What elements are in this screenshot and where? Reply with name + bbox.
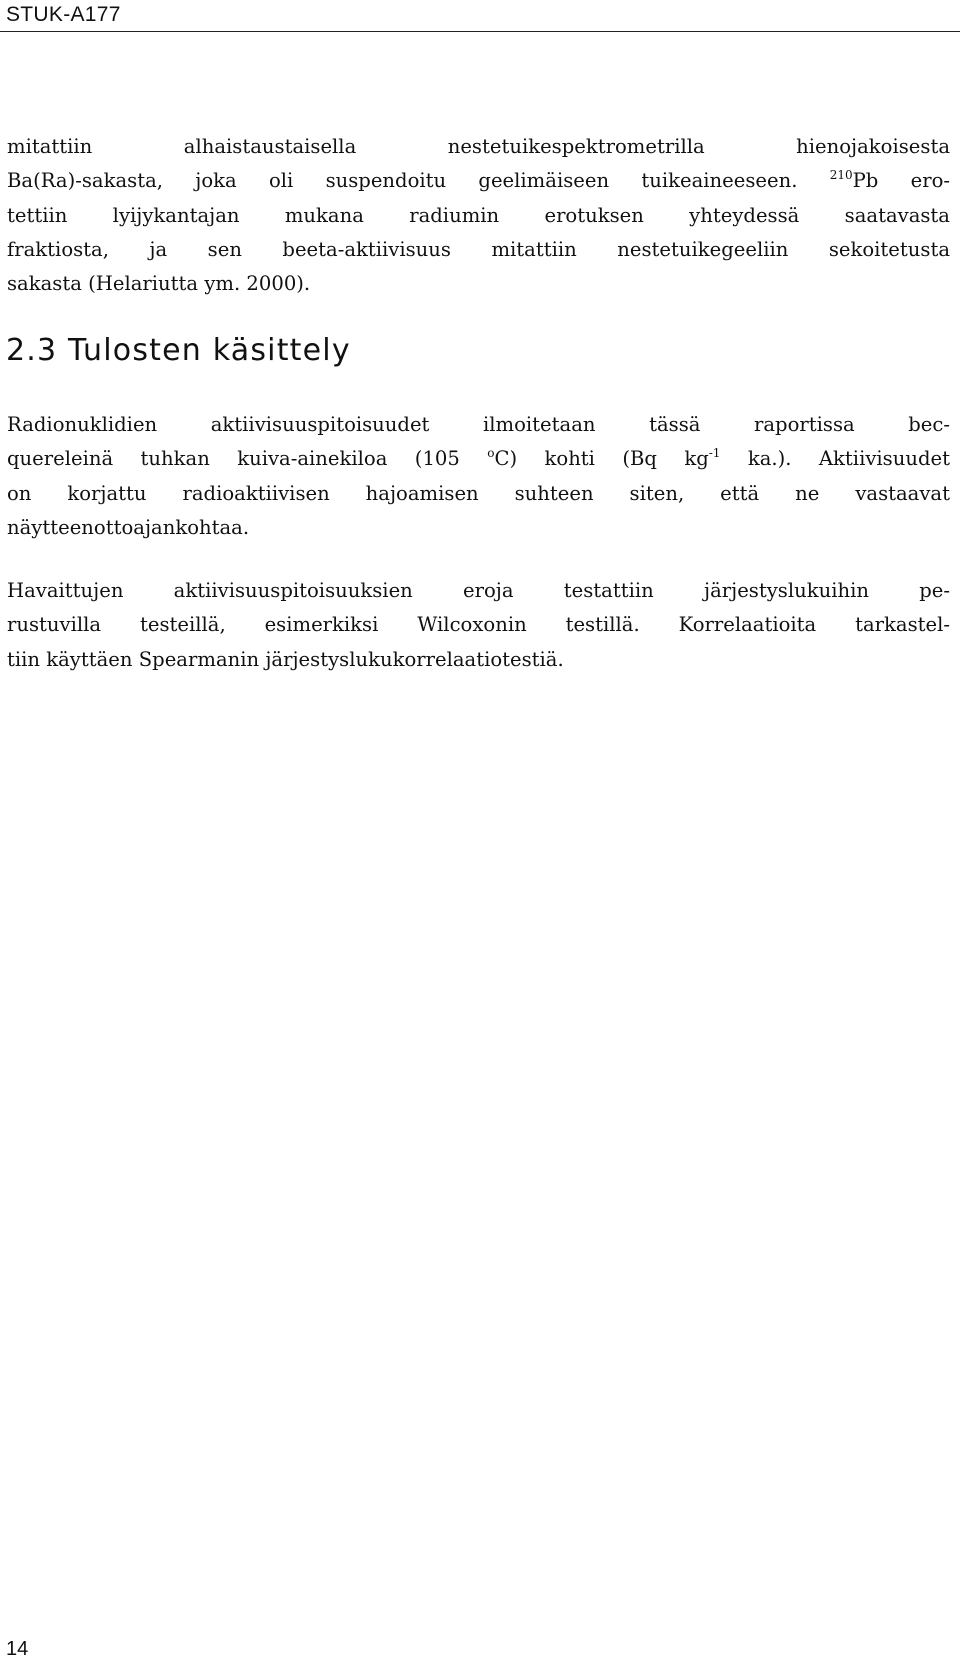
paragraph-line: tiin käyttäen Spearmanin järjestyslukukorrelaatiotestiä. <box>7 647 564 671</box>
text-run: quereleinä tuhkan kuiva-ainekiloa (105 <box>7 447 488 471</box>
document-id: STUK-A177 <box>6 3 121 26</box>
degree-superscript: o <box>487 446 495 461</box>
paragraph-line: rustuvilla testeillä, esimerkiksi Wilcoxonin testillä. Korrelaatioita tarkastel- <box>7 613 950 637</box>
text-run: C) kohti (Bq kg <box>494 447 709 471</box>
paragraph-line: Havaittujen aktiivisuuspitoisuuksien eroja testattiin järjestyslukuihin pe- <box>7 579 950 602</box>
paragraph-line <box>7 442 950 476</box>
exponent-superscript: -1 <box>708 446 721 461</box>
paragraph-results-units <box>7 408 950 545</box>
text-run: Pb ero- <box>852 169 950 193</box>
page-number: 14 <box>6 1638 29 1660</box>
paragraph-line: tettiin lyijykantajan mukana radiumin erotuksen yhteydessä saatavasta <box>7 203 950 227</box>
text-run: ka.). Aktiivisuudet <box>720 447 950 471</box>
paragraph-line: mitattiin alhaistaustaisella nestetuikespektrometrilla hienojakoisesta <box>7 135 950 158</box>
paragraph-line: on korjattu radioaktiivisen hajoamisen suhteen siten, että ne vastaavat <box>7 481 950 505</box>
paragraph-measurement-methods <box>7 130 950 301</box>
paragraph-line: Radionuklidien aktiivisuuspitoisuudet ilmoitetaan tässä raportissa bec- <box>7 413 950 436</box>
paragraph-line <box>7 164 950 198</box>
section-heading: 2.3 Tulosten käsittely <box>6 333 351 368</box>
paragraph-line: fraktiosta, ja sen beeta-aktiivisuus mitattiin nestetuikegeeliin sekoitetusta <box>7 237 950 261</box>
paragraph-line: näytteenottoajankohtaa. <box>7 515 250 539</box>
text-run: Ba(Ra)-sakasta, joka oli suspendoitu geelimäiseen tuikeaineeseen. <box>7 169 830 193</box>
paragraph-line: sakasta (Helariutta ym. 2000). <box>7 272 311 296</box>
isotope-mass-number: 210 <box>829 168 853 183</box>
paragraph-statistical-tests <box>7 574 950 677</box>
page-header <box>0 0 960 32</box>
header-divider <box>0 31 960 32</box>
